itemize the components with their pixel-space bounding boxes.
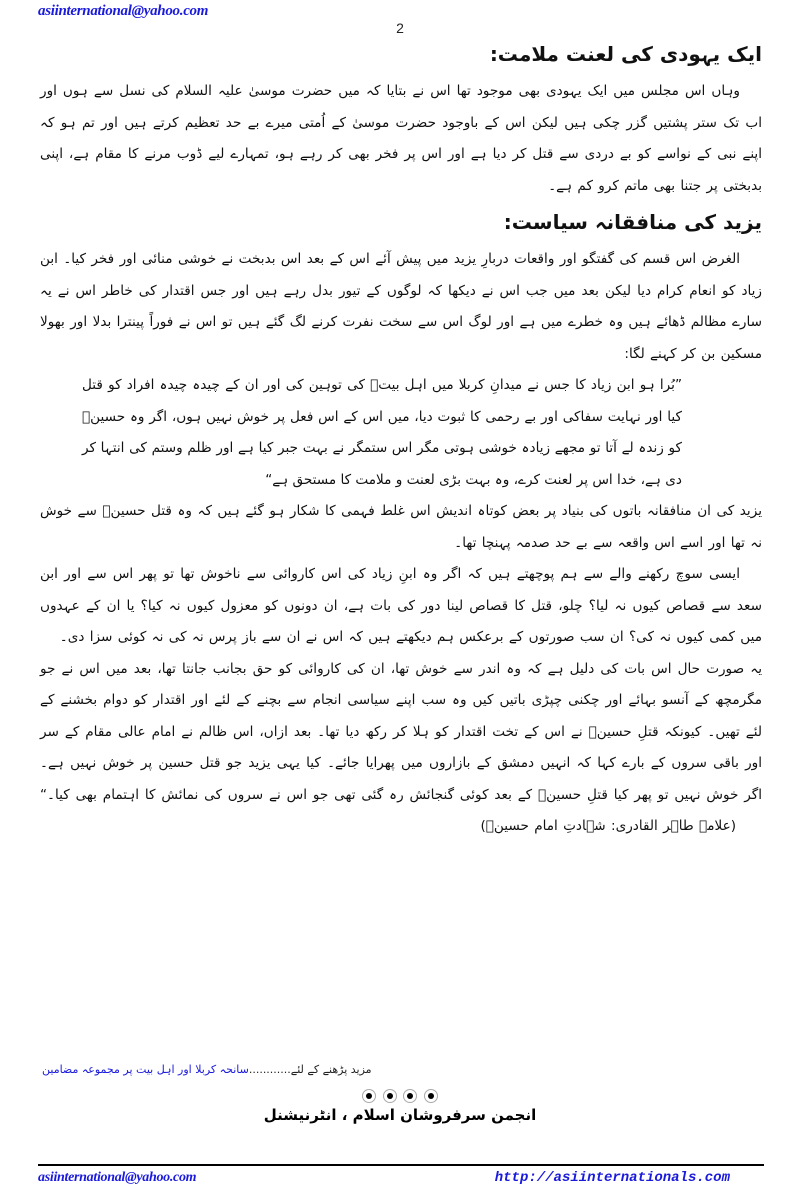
more-reading-dots: ............ (248, 1063, 291, 1076)
more-reading-link[interactable]: سانحہ کربلا اور اہل بیت پر مجموعہ مضامین (42, 1063, 249, 1076)
paragraph: یزید کی ان منافقانہ باتوں کی بنیاد پر بعض کوتاہ اندیش اس غلط فہمی کا شکار ہو گئے ہیں کہ وہ قتل حسینؑ سے خوش نہ تھا اور اسے اس واقعہ سے بے حد صدمہ پہنچا تھا۔ (40, 503, 762, 551)
section-heading-yazid-politics: یزید کی منافقانہ سیاست: (503, 210, 762, 234)
star-ornament-icon (424, 1089, 438, 1103)
more-reading-line (42, 1063, 372, 1076)
ornament-divider (0, 1089, 800, 1106)
footer-email-link[interactable]: asiinternational@yahoo.com (38, 1170, 197, 1185)
more-reading-label: مزید پڑھنے کے لئے (290, 1063, 372, 1076)
block-quote: ”بُرا ہو ابن زیاد کا جس نے میدانِ کربلا میں اہل بیتؓ کی توہین کی اور ان کے چیدہ چیدہ افراد کو قتل کیا اور نہایت سفاکی اور بے رحمی کا ثبوت دیا، میں اس کے اس فعل پر خوش نہیں ہوں، اگر وہ حسینؑ کو زندہ لے آتا تو مجھے زیادہ خوشی ہوتی مگر اس ستمگر نے بہت جبر کیا ہے اور ظلم وستم کی انتہا کر دی ہے، خدا اس پر لعنت کرے، وہ بہت بڑی لعنت و ملامت کا مستحق ہے“ (82, 377, 682, 488)
page-number: 2 (396, 20, 404, 36)
star-ornament-icon (362, 1089, 376, 1103)
paragraph: ایسی سوچ رکھنے والے سے ہم پوچھتے ہیں کہ اگر وہ ابنِ زیاد کی اس کاروائی سے ناخوش تھا تو پھر اس سے اور ابن سعد سے قصاص کیوں نہ لیا؟ چلو، قتل کا قصاص لینا دور کی بات ہے، ان دونوں کو معزول کیوں نہ کیا؟ یا ان کے عہدوں میں کمی کیوں نہ کی؟ ان سب صورتوں کے برعکس ہم دیکھتے ہیں کہ اس نے ان سے باز پرس نہ کی نہ کوئی سزا دی۔ (40, 566, 762, 645)
footer-website-link[interactable]: http://asiinternationals.com (494, 1170, 730, 1186)
article-body (40, 40, 762, 843)
paragraph: وہاں اس مجلس میں ایک یہودی بھی موجود تھا اس نے بتایا کہ میں حضرت موسیٰ علیہ السلام کی نسل سے ہوں اور اب تک ستر پشتیں گزر چکی ہیں لیکن اس کے باوجود حضرت موسیٰ کے اُمتی میرے بے حد تعظیم کرتے ہیں اور تم ہو کہ اپنے نبی کے نواسے کو بے دردی سے قتل کر دیا ہے اور اس پر فخر بھی کر رہے ہو، تمہارے لیے ڈوب مرنے کا مقام ہے، اپنی بدبختی پر جتنا بھی ماتم کرو کم ہے۔ (40, 83, 762, 194)
section-heading-jewish-rebuke: ایک یہودی کی لعنت ملامت: (489, 42, 762, 66)
paragraph-text: یہ صورت حال اس بات کی دلیل ہے کہ وہ اندر سے خوش تھا، ان کی کاروائی کو حق بجانب جانتا تھا، بعد میں اس نے جو مگرمچھ کے آنسو بہائے اور چکنی چپڑی باتیں کیں وہ سب اپنے سیاسی انجام سے بچنے کے لئے اور اقتدار کو دوام بخشنے کے لئے تھیں۔ کیونکہ قتلِ حسینؑ نے اس کے تخت اقتدار کو ہلا کر رکھ دیا تھا۔ بعد ازاں، اس ظالم نے امام عالی مقام کے سر اور باقی سروں کے بارے کہا کہ انہیں دمشق کے بازاروں میں پھرایا جائے۔ کیا یہی یزید جو قتل حسین پر خوش نہیں ہے۔ اگر خوش نہیں تو پھر کیا قتلِ حسینؑ کے بعد کوئی گنجائش رہ گئی تھی جو اس نے سروں کی نمائش کا اہتمام بھی کیا۔“ (40, 660, 762, 803)
paragraph (40, 654, 762, 843)
star-ornament-icon (383, 1089, 397, 1103)
organization-name: انجمن سرفروشان اسلام ، انٹرنیشنل (263, 1106, 537, 1124)
footer-divider (38, 1164, 764, 1166)
paragraph: الغرض اس قسم کی گفتگو اور واقعات دربارِ یزید میں پیش آئے اس کے بعد اس بدبخت نے خوشی منائی اور فخر کیا۔ ابن زیاد کو انعام کرام دیا لیکن بعد میں جب اس نے دیکھا کہ لوگوں کے تیور بدل رہے ہیں اور جس اقتدار کی خاطر اس نے یہ سارے مظالم ڈھائے ہیں وہ خطرے میں ہے اور لوگ اس سے سخت نفرت کرنے لگ گئے ہیں تو اس نے فوراً پینترا بدلا اور بھولا مسکین بن کر کہنے لگا: (40, 251, 762, 362)
header-email-link[interactable]: asiinternational@yahoo.com (38, 3, 209, 19)
citation: (علامہ طاہر القادری: شہادتِ امام حسینؑ) (480, 818, 736, 834)
star-ornament-icon (403, 1089, 417, 1103)
